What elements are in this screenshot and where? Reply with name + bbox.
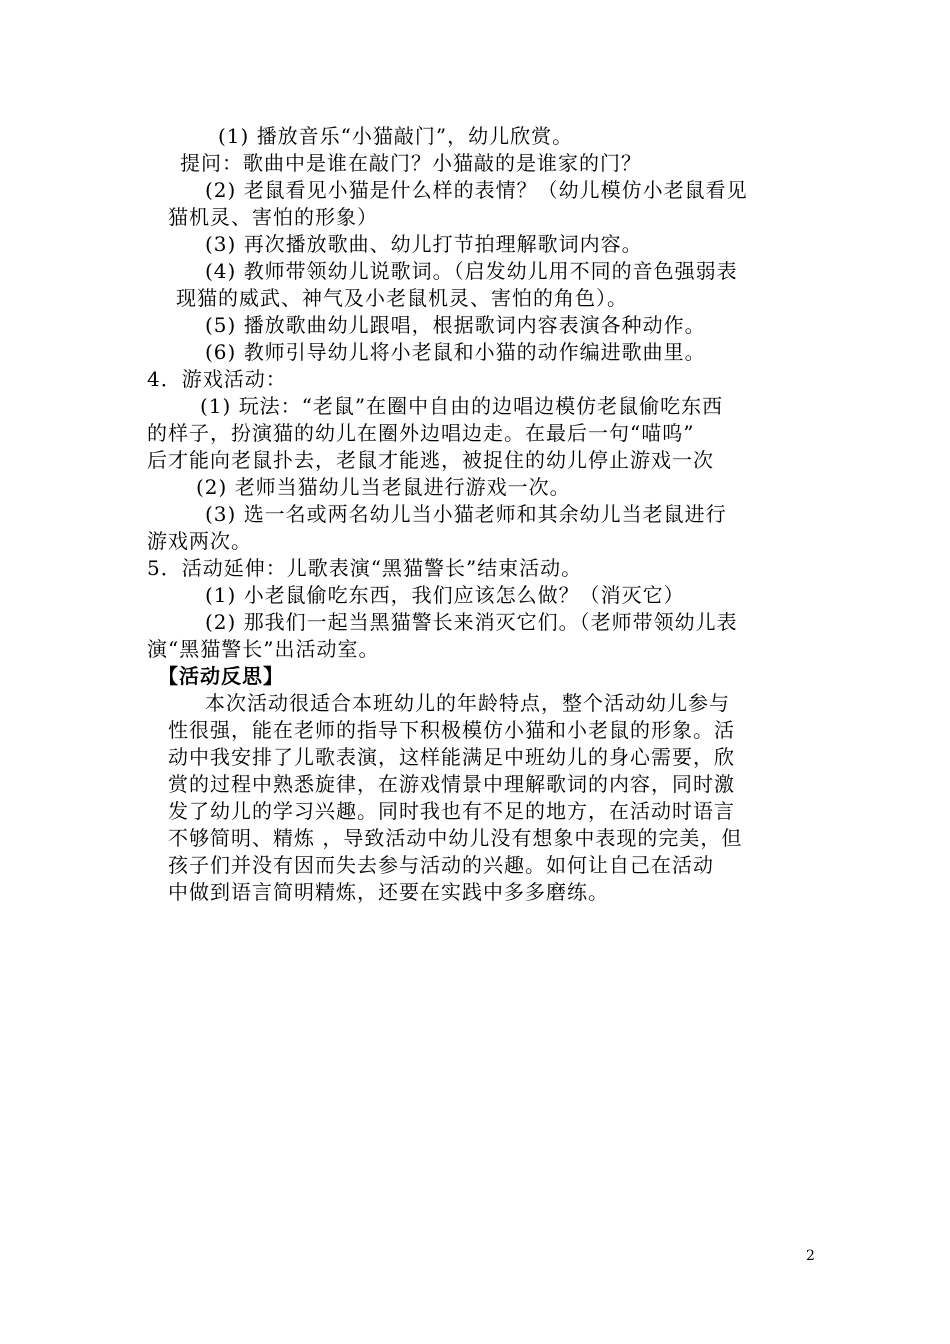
text-line: 发了幼儿的学习兴趣。同时我也有不足的地方，在活动时语言: [168, 799, 735, 823]
text-line: (3) 再次播放歌曲、幼儿打节拍理解歌词内容。: [205, 232, 643, 256]
text-line: (1) 播放音乐“小猫敲门”，幼儿欣赏。: [218, 124, 574, 148]
text-line: (5) 播放歌曲幼儿跟唱，根据歌词内容表演各种动作。: [205, 313, 706, 337]
text-line: (1) 玩法：“老鼠”在圈中自由的边唱边模仿老鼠偷吃东西: [200, 394, 724, 418]
text-line: 提问：歌曲中是谁在敲门？小猫敲的是谁家的门？: [180, 151, 642, 175]
text-line: (4) 教师带领幼儿说歌词。（启发幼儿用不同的音色强弱表: [205, 259, 738, 283]
text-line: (2) 老鼠看见小猫是什么样的表情？（幼儿模仿小老鼠看见: [205, 178, 748, 202]
text-line: 后才能向老鼠扑去，老鼠才能逃，被捉住的幼儿停止游戏一次: [147, 448, 714, 472]
text-line: (1) 小老鼠偷吃东西，我们应该怎么做？（消灭它）: [205, 583, 685, 607]
text-line: 动中我安排了儿歌表演，这样能满足中班幼儿的身心需要，欣: [168, 745, 735, 769]
text-line: (6) 教师引导幼儿将小老鼠和小猫的动作编进歌曲里。: [205, 340, 706, 364]
section-heading: 5．活动延伸：儿歌表演“黑猫警长”结束活动。: [147, 556, 583, 580]
text-line: 猫机灵、害怕的形象）: [168, 205, 378, 229]
text-line: 本次活动很适合本班幼儿的年龄特点，整个活动幼儿参与: [205, 691, 730, 715]
reflection-heading: 【活动反思】: [158, 664, 284, 688]
text-line: (3) 选一名或两名幼儿当小猫老师和其余幼儿当老鼠进行: [205, 502, 727, 526]
text-line: 不够简明、精炼 ，导致活动中幼儿没有想象中表现的完美，但: [168, 826, 743, 850]
text-line: 性很强，能在老师的指导下积极模仿小猫和小老鼠的形象。活: [168, 718, 735, 742]
text-line: 游戏两次。: [147, 529, 252, 553]
text-line: 的样子，扮演猫的幼儿在圈外边唱边走。在最后一句“喵呜”: [147, 421, 695, 445]
section-heading: 4．游戏活动：: [147, 367, 287, 391]
text-line: (2) 那我们一起当黑猫警长来消灭它们。（老师带领幼儿表: [205, 610, 738, 634]
text-line: (2) 老师当猫幼儿当老鼠进行游戏一次。: [196, 475, 571, 499]
text-line: 演“黑猫警长”出活动室。: [147, 637, 380, 661]
text-line: 现猫的威武、神气及小老鼠机灵、害怕的角色）。: [176, 286, 628, 310]
page-number: 2: [806, 1248, 815, 1264]
text-line: 孩子们并没有因而失去参与活动的兴趣。如何让自己在活动: [168, 853, 714, 877]
text-line: 赏的过程中熟悉旋律，在游戏情景中理解歌词的内容，同时激: [168, 772, 735, 796]
text-line: 中做到语言简明精炼，还要在实践中多多磨练。: [168, 880, 609, 904]
